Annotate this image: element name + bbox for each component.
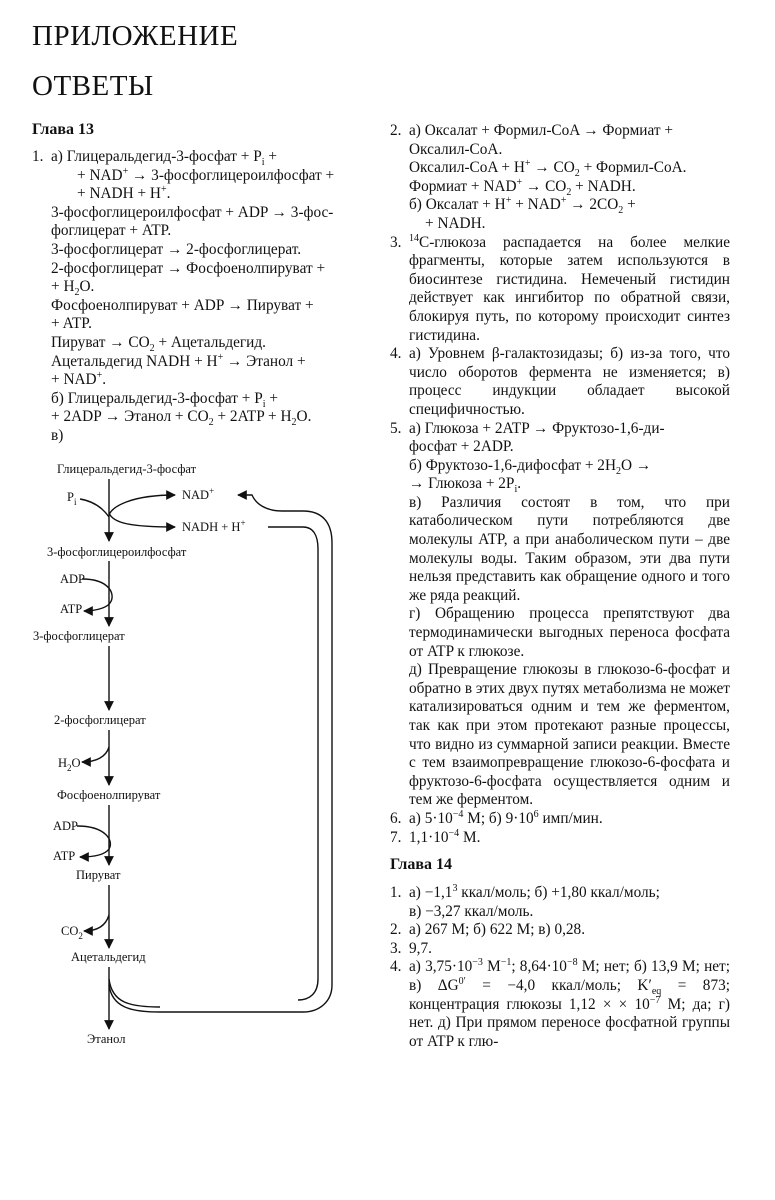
- answer-13-2: 2. а) Оксалат + Формил-CoA → Формиат + Оксалил-CoA. Оксалил-CoA + $H^+ \to CO_2$ + Формил-CoA. Формиат + $NAD^+ \to CO_2$ + NADH. б) Оксалат + $H^+ + NAD^+ \to 2CO_2$ + + NADH.: [390, 122, 687, 232]
- chapter-13-heading: Глава 13: [32, 121, 94, 138]
- label-3-phosphoglycerate: 3-фосфоглицерат: [33, 629, 125, 643]
- label-pyruvate: Пируват: [76, 868, 121, 882]
- arrow-adp-atp-1: [82, 579, 112, 611]
- arrow-adp-atp-2: [77, 826, 110, 857]
- label-nad: NAD+: [182, 486, 215, 502]
- label-co2: $CO_2$: [61, 924, 83, 941]
- answer-13-6: 6. а) $5\cdot 10^{-4}$ М; б) $9\cdot 10^6$ имп/мин.: [390, 808, 603, 827]
- answer-14-1: 1. $а) -1,1^3$ ккал/моль; б) +1,80 ккал/моль; в) −3,27 ккал/моль.: [390, 882, 660, 920]
- right-column: [390, 122, 730, 847]
- answer-number: 1.: [32, 148, 44, 165]
- arrow-nadh-out: [109, 513, 175, 527]
- label-adp-1: ADP: [60, 572, 86, 586]
- arrow-nad-in: [109, 495, 175, 515]
- label-h2o: $H_2O$: [58, 756, 81, 773]
- answer-13-3: 3. $^{14}$C-глюкоза распадается на более мелкие фрагменты, которые затем используются в биосинтезе гистидина. Немеченый гистидин действует как ингибитор по обратной связи, блокируя путь, по которому происходит синтез гистидина.: [390, 232, 730, 344]
- right-column-ch14: [390, 884, 730, 1051]
- answer-13-1: 1. а) Глицеральдегид-3-фосфат + $P_i$ + + NAD+ → 3-фосфоглицероилфосфат + + NADH + H+. 3-фосфоглицероилфосфат + ADP → 3-фос- фоглицерат + ATP. 3-фосфоглицерат → 2-фосфоглицерат. 2-фосфоглицерат → Фосфоенолпируват + + $H_2O$. Фосфоенолпируват + ADP → Пируват + + ATP. Пируват → $CO_2$ + Ацетальдегид. Ацетальдегид NADH + H+ → Этанол + + NAD+. б) Глицеральдегид-3-фосфат + $P_i$ + + 2ADP → Этанол + $CO_2 + 2ATP + H_2O$. в): [32, 148, 335, 444]
- label-ethanol: Этанол: [87, 1032, 126, 1046]
- answer-13-4: 4. а) Уровнем β-галактозидазы; б) из-за того, что число оборотов фермента не изменяется; в) процесс индукции обладает высокой специфичностью.: [390, 345, 730, 418]
- answers-title: ОТВЕТЫ: [32, 70, 154, 102]
- fermentation-pathway-diagram: [20, 455, 370, 1055]
- left-column: [32, 148, 372, 446]
- label-adp-2: ADP: [53, 819, 79, 833]
- arrow-co2-out: [84, 915, 109, 931]
- answer-14-4: 4. а) $3,75\cdot 10^{-3}$ $М^{-1}$; $8,64\cdot 10^{-8}$ М; нет; б) 13,9 М; нет; в) $\Delta G^{0'} = -4,0$ ккал/моль; $K'_{eq} = 873$; концентрация глюкозы 1,12 × × $10^{-7}$ М; да; г) нет. д) При прямом переносе фосфатной группы от ATP к глю-: [390, 957, 731, 1050]
- answer-14-2: 2. а) 267 М; б) 622 М; в) 0,28.: [390, 921, 586, 939]
- answer-13-5: 5. а) Глюкоза + 2ATP → Фруктозо-1,6-ди- фосфат + 2ADP. б) Фруктозо-1,6-дифосфат + $2H_2O$ → → Глюкоза + $2P_i$. в) Различия состоят в том, что при катаболическом пути потребляются две молекулы ATP, а при анаболическом пути – две молекулы воды. Таким образом, эти два пути нельзя представить как обращение одного и того же ряда реакций. г) Обращению процесса препятствуют два термодинамически выгодных переноса фосфата от ATP к глюкозе. д) Превращение глюкозы в глюкозо-6-фосфат и обратно в этих двух путях метаболизма не может катализироваться одним и тем же ферментом, так как при этом протекают разные процессы, что видно из суммарной записи реакции. Вместе с тем взаимопревращение глюкозо-6-фосфата и фруктозо-6-фосфата осуществляется одним и тем же ферментом.: [390, 419, 730, 809]
- label-glyceraldehyde-3-phosphate: Глицеральдегид-3-фосфат: [57, 462, 197, 476]
- loop-join: [109, 979, 160, 1007]
- label-3-phosphoglyceroyl-phosphate: 3-фосфоглицероилфосфат: [47, 545, 187, 559]
- arrow-h2o-out: [82, 747, 109, 762]
- label-2-phosphoglycerate: 2-фосфоглицерат: [54, 713, 146, 727]
- chapter-14-heading: Глава 14: [390, 856, 452, 873]
- arrow-nad-regeneration-loop: [109, 495, 332, 1012]
- appendix-title: ПРИЛОЖЕНИЕ: [32, 20, 239, 52]
- label-atp-2: ATP: [53, 849, 76, 863]
- arrow-pi-in: [80, 499, 109, 517]
- label-atp-1: ATP: [60, 602, 83, 616]
- answer-13-7: 7. $1,1\cdot 10^{-4}$ М.: [390, 827, 481, 846]
- label-phosphoenolpyruvate: Фосфоенолпируват: [57, 788, 161, 802]
- label-nadh: NADH + H+: [182, 518, 246, 534]
- label-acetaldehyde: Ацетальдегид: [71, 950, 146, 964]
- label-pi: $P_i$: [67, 490, 77, 507]
- arrow-nadh-return-loop: [268, 527, 318, 1000]
- answer-14-3: 3. 9,7.: [390, 939, 432, 957]
